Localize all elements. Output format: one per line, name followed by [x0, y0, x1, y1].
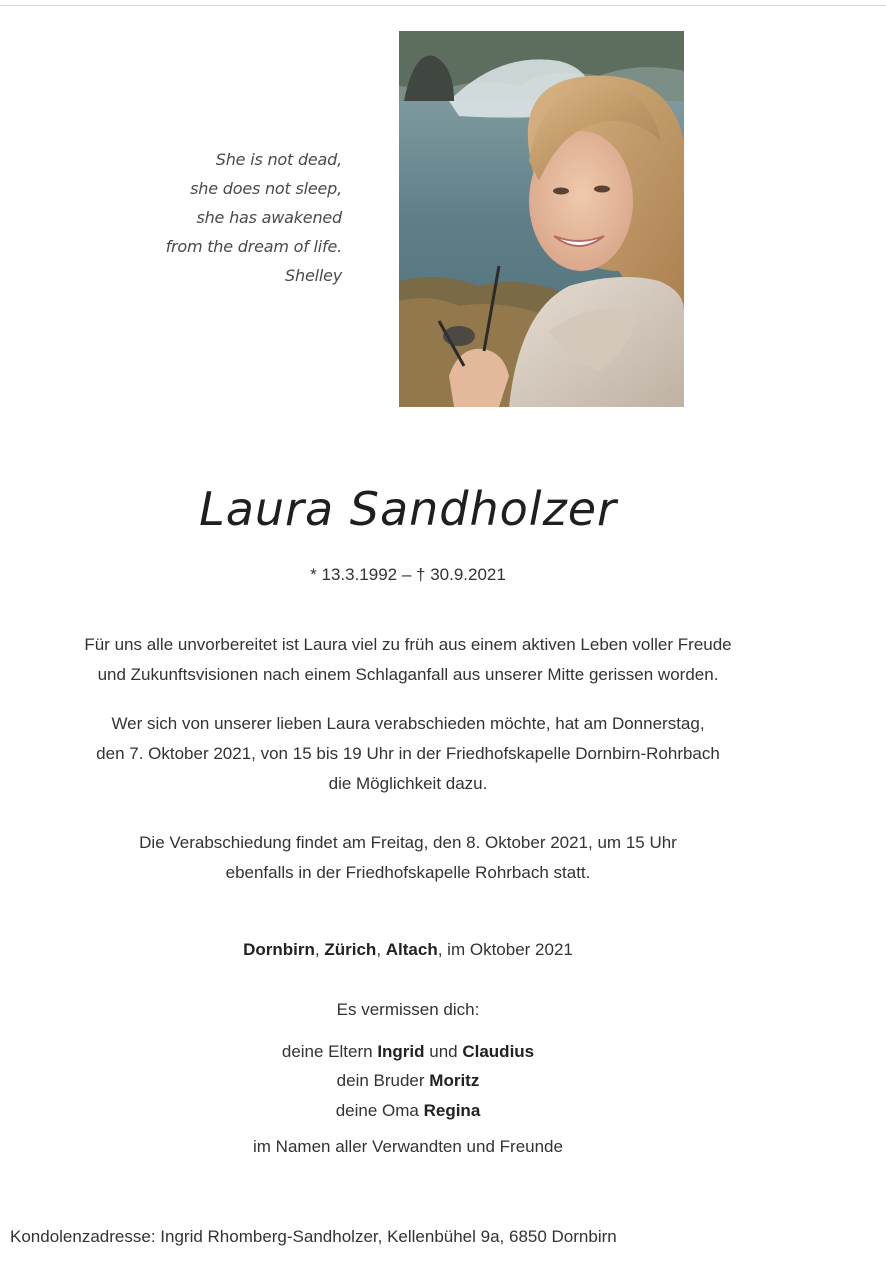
text-line: die Möglichkeit dazu.: [328, 774, 488, 793]
quote-line: She is not dead,: [215, 150, 342, 169]
relative-name: Regina: [423, 1101, 481, 1120]
text-line: ebenfalls in der Friedhofskapelle Rohrbach statt.: [225, 863, 591, 882]
quote-line: she does not sleep,: [190, 179, 342, 198]
brother-line: [0, 1071, 816, 1091]
relation-label: deine Eltern: [281, 1042, 378, 1061]
quote-author: Shelley: [285, 266, 342, 285]
portrait-photo: [399, 31, 684, 407]
text-line: Wer sich von unserer lieben Laura verabschieden möchte, hat am Donnerstag,: [111, 714, 705, 733]
relative-name: Claudius: [462, 1042, 535, 1061]
condolence-address: Kondolenzadresse: Ingrid Rhomberg-Sandholzer, Kellenbühel 9a, 6850 Dornbirn: [10, 1227, 617, 1246]
date-text: , im Oktober 2021: [437, 940, 573, 959]
conjunction: und: [424, 1042, 463, 1061]
text-line: Die Verabschiedung findet am Freitag, den 8. Oktober 2021, um 15 Uhr: [139, 833, 677, 852]
places-date-line: [0, 940, 816, 960]
place-name: Zürich: [324, 940, 377, 959]
text-line: Für uns alle unvorbereitet ist Laura viel zu früh aus einem aktiven Leben voller Freude: [84, 635, 732, 654]
quote-line: she has awakened: [196, 208, 342, 227]
separator: ,: [376, 940, 386, 959]
relation-label: dein Bruder: [336, 1071, 430, 1090]
announcement-paragraph: [0, 630, 816, 690]
relation-label: deine Oma: [335, 1101, 424, 1120]
memorial-quote: [166, 145, 342, 290]
funeral-paragraph: [0, 828, 816, 888]
mourners-heading: Es vermissen dich:: [336, 1000, 480, 1019]
viewing-paragraph: [0, 709, 816, 799]
place-name: Dornbirn: [243, 940, 315, 959]
quote-line: from the dream of life.: [165, 237, 342, 256]
relative-name: Ingrid: [377, 1042, 425, 1061]
place-name: Altach: [385, 940, 438, 959]
parents-line: [0, 1042, 816, 1062]
text-line: und Zukunftsvisionen nach einem Schlaganfall aus unserer Mitte gerissen worden.: [97, 665, 719, 684]
text-line: den 7. Oktober 2021, von 15 bis 19 Uhr in der Friedhofskapelle Dornbirn-Rohrbach: [96, 744, 720, 763]
life-dates: * 13.3.1992 – † 30.9.2021: [310, 565, 506, 584]
top-divider: [0, 5, 886, 6]
deceased-name: Laura Sandholzer: [199, 482, 617, 536]
relative-name: Moritz: [429, 1071, 480, 1090]
relatives-closing-line: im Namen aller Verwandten und Freunde: [253, 1137, 563, 1156]
grandmother-line: [0, 1101, 816, 1121]
separator: ,: [314, 940, 325, 959]
